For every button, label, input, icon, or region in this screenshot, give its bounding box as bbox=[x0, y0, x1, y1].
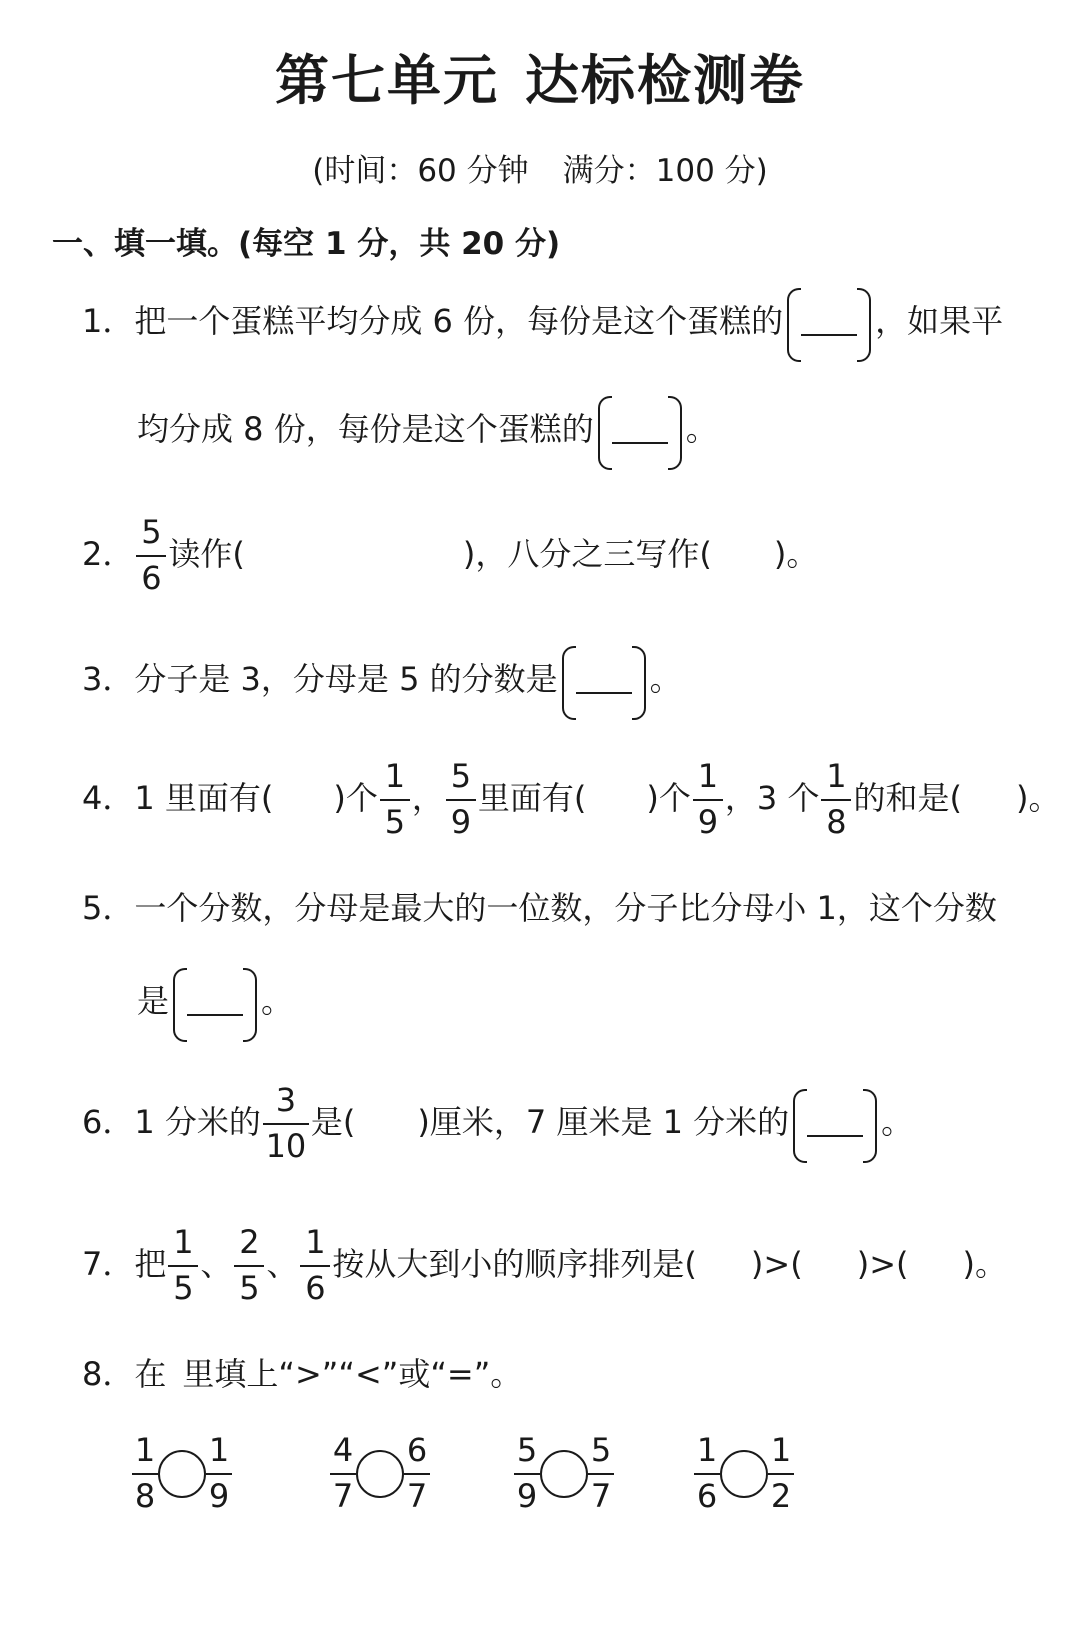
comparison-circle[interactable] bbox=[356, 1450, 404, 1498]
exam-info bbox=[0, 145, 1080, 190]
question-1-line-1 bbox=[82, 288, 1003, 358]
question-text: 分子是 3，分母是 5 的分数是 bbox=[134, 660, 558, 698]
question-text: 。 bbox=[261, 982, 294, 1020]
page-title bbox=[0, 38, 1080, 115]
question-text: )>( bbox=[750, 1245, 803, 1283]
question-number: 4． bbox=[82, 779, 135, 817]
fraction: $\frac{1}{2}$ bbox=[766, 1432, 796, 1516]
question-text: ，3 个 bbox=[724, 779, 820, 817]
question-8 bbox=[82, 1355, 523, 1393]
comparison-item bbox=[130, 1432, 234, 1522]
question-5-line-2 bbox=[137, 968, 293, 1038]
question-number: 6． bbox=[82, 1103, 135, 1141]
fraction: $\frac{5}{7}$ bbox=[586, 1432, 616, 1516]
question-text: 在 bbox=[134, 1355, 167, 1393]
question-text: 一个分数，分母是最大的一位数，分子比分母小 1，这个分数 bbox=[134, 889, 997, 927]
question-3 bbox=[82, 646, 682, 716]
question-number: 3． bbox=[82, 660, 135, 698]
question-text: 是 bbox=[137, 982, 170, 1020]
exam-time: (时间：60 分钟 bbox=[312, 153, 529, 189]
question-text: 1 分米的 bbox=[134, 1103, 261, 1141]
section-heading: 一、填一填。(每空 1 分，共 20 分) bbox=[52, 226, 561, 262]
question-4 bbox=[82, 758, 1060, 842]
fraction: $\frac{1}{5}$ bbox=[378, 758, 412, 842]
comparison-item bbox=[328, 1432, 432, 1522]
fraction: $\frac{1}{9}$ bbox=[691, 758, 725, 842]
answer-blank[interactable] bbox=[793, 1089, 877, 1159]
question-text: 是( bbox=[310, 1103, 356, 1141]
question-text: 。 bbox=[685, 410, 718, 448]
question-text: 把 bbox=[134, 1245, 167, 1283]
question-7 bbox=[82, 1224, 1007, 1308]
title-name: 达标检测卷 bbox=[525, 49, 805, 112]
question-1-line-2 bbox=[137, 396, 718, 466]
fraction: $\frac{5}{9}$ bbox=[444, 758, 478, 842]
question-text: 里面有( bbox=[477, 779, 587, 817]
question-text: )个 bbox=[333, 779, 378, 817]
fraction: $\frac{5}{6}$ bbox=[134, 514, 168, 598]
comparison-circle[interactable] bbox=[720, 1450, 768, 1498]
question-text: 1 里面有( bbox=[134, 779, 274, 817]
question-text: )。 bbox=[962, 1245, 1007, 1283]
fraction: $\frac{3}{10}$ bbox=[261, 1082, 311, 1166]
fraction: $\frac{1}{8}$ bbox=[819, 758, 853, 842]
question-text: )。 bbox=[773, 535, 819, 573]
comparison-circle[interactable] bbox=[540, 1450, 588, 1498]
separator: 、 bbox=[200, 1245, 233, 1283]
question-number: 7． bbox=[82, 1245, 135, 1283]
question-text: )厘米，7 厘米是 1 分米的 bbox=[417, 1103, 790, 1141]
answer-blank[interactable] bbox=[787, 288, 871, 358]
comparison-circle[interactable] bbox=[158, 1450, 206, 1498]
question-2 bbox=[82, 514, 818, 598]
fraction: $\frac{4}{7}$ bbox=[328, 1432, 358, 1516]
fraction: $\frac{1}{5}$ bbox=[166, 1224, 200, 1308]
fraction: $\frac{1}{6}$ bbox=[298, 1224, 332, 1308]
question-text: 按从大到小的顺序排列是( bbox=[332, 1245, 697, 1283]
fraction: $\frac{1}{9}$ bbox=[204, 1432, 234, 1516]
title-unit: 第七单元 bbox=[275, 49, 499, 112]
question-text: )个 bbox=[646, 779, 691, 817]
question-6 bbox=[82, 1082, 913, 1166]
question-text: 里填上“>”“<”或“=”。 bbox=[182, 1355, 523, 1393]
question-number: 1． bbox=[82, 302, 135, 340]
answer-blank[interactable] bbox=[173, 968, 257, 1038]
fraction: $\frac{2}{5}$ bbox=[232, 1224, 266, 1308]
question-text: 把一个蛋糕平均分成 6 份，每份是这个蛋糕的 bbox=[134, 302, 784, 340]
question-number: 5． bbox=[82, 889, 135, 927]
question-number: 2． bbox=[82, 535, 135, 573]
fraction: $\frac{6}{7}$ bbox=[402, 1432, 432, 1516]
question-text: ，如果平 bbox=[875, 302, 1004, 340]
question-text: ， bbox=[411, 779, 444, 817]
answer-blank[interactable] bbox=[562, 646, 646, 716]
fraction: $\frac{1}{6}$ bbox=[692, 1432, 722, 1516]
fraction: $\frac{5}{9}$ bbox=[512, 1432, 542, 1516]
question-text: )，八分之三写作( bbox=[462, 535, 712, 573]
question-text: 。 bbox=[649, 660, 682, 698]
question-number: 8． bbox=[82, 1355, 135, 1393]
question-5-line-1 bbox=[82, 889, 997, 927]
question-text: 的和是( bbox=[853, 779, 962, 817]
fraction: $\frac{1}{8}$ bbox=[130, 1432, 160, 1516]
comparison-item bbox=[692, 1432, 796, 1522]
answer-blank[interactable] bbox=[598, 396, 682, 466]
exam-score: 满分：100 分) bbox=[562, 153, 768, 189]
question-text: )。 bbox=[1015, 779, 1061, 817]
question-text: 读作( bbox=[168, 535, 245, 573]
separator: 、 bbox=[266, 1245, 299, 1283]
question-text: 。 bbox=[881, 1103, 914, 1141]
question-text: 均分成 8 份，每份是这个蛋糕的 bbox=[137, 410, 594, 448]
comparison-item bbox=[512, 1432, 616, 1522]
question-text: )>( bbox=[856, 1245, 909, 1283]
